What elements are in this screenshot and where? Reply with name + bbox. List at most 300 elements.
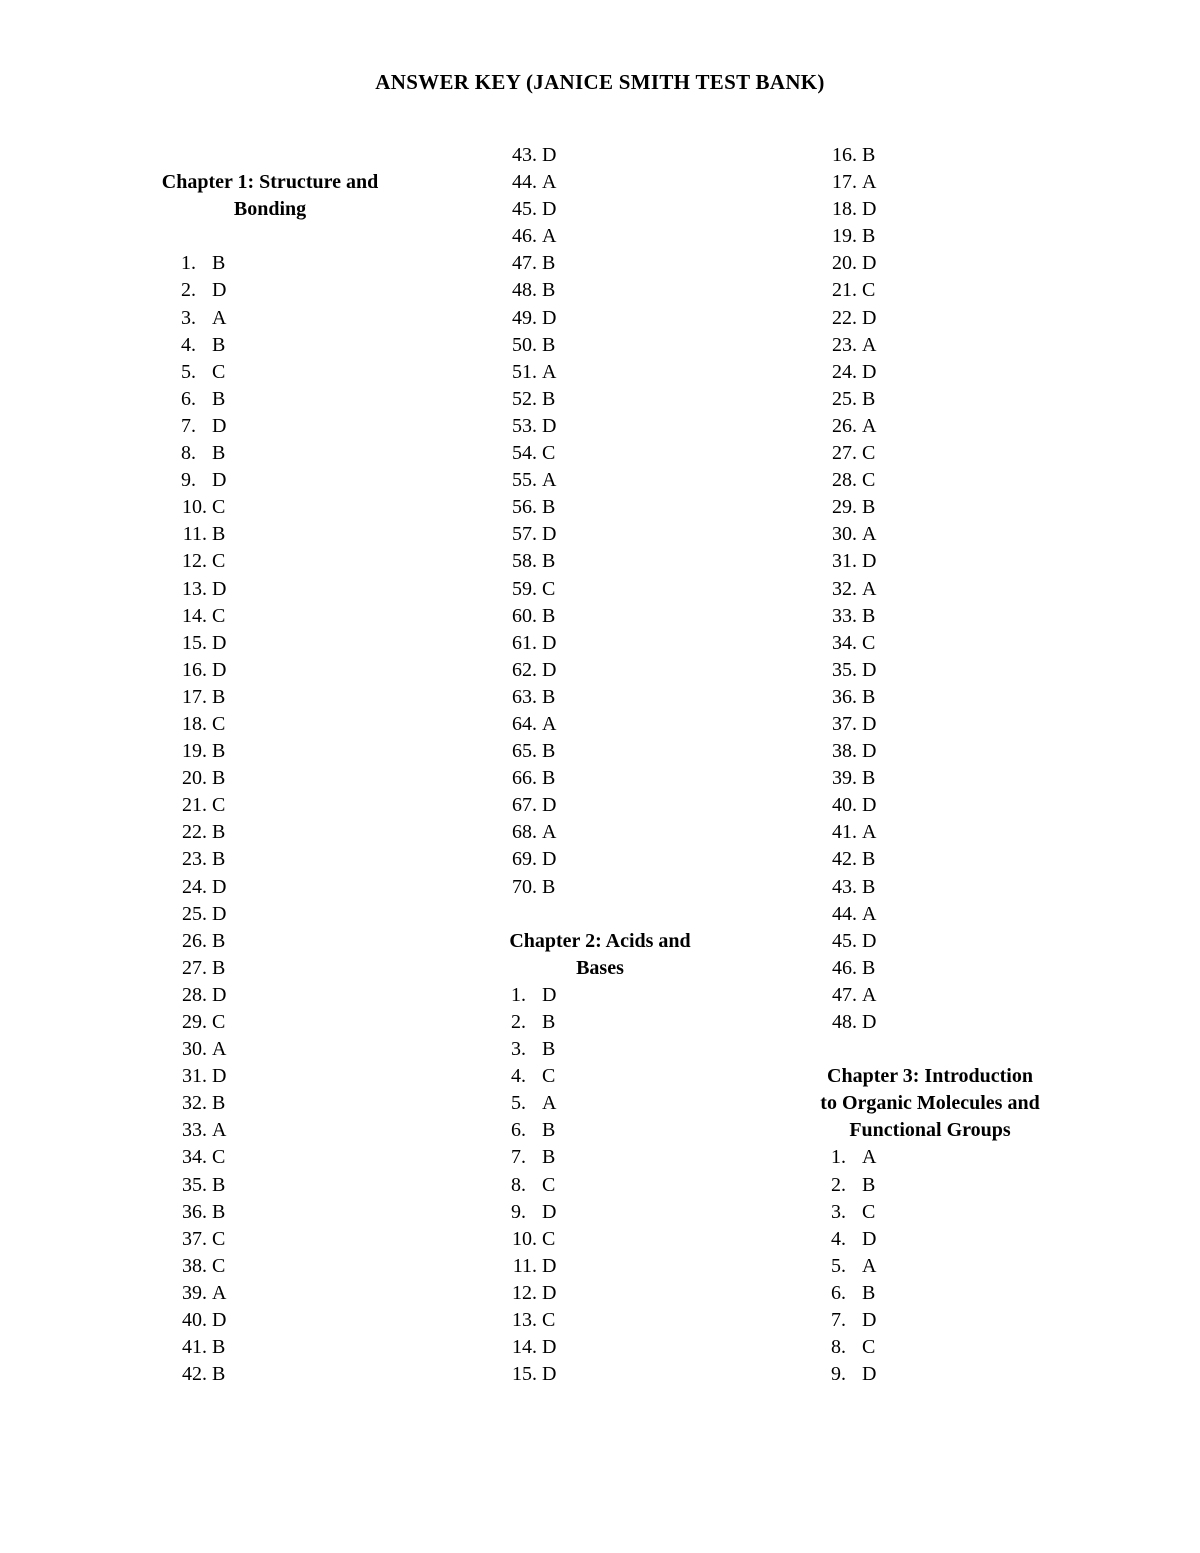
question-number: 22. (832, 306, 857, 329)
answer-letter: B (862, 1173, 876, 1196)
answer-letter: D (542, 658, 557, 681)
answer-row (170, 277, 400, 304)
answer-row (500, 630, 730, 657)
question-number: 42. (832, 848, 857, 871)
question-number: 5. (181, 360, 196, 383)
question-number: 11. (512, 1254, 537, 1277)
question-number: 28. (182, 983, 207, 1006)
answer-row (170, 1226, 400, 1253)
question-number: 37. (832, 712, 857, 735)
answer-letter: D (862, 1309, 877, 1332)
answer-row (820, 1307, 1070, 1334)
answer-letter: B (542, 333, 556, 356)
answer-row (170, 440, 400, 467)
answer-row (820, 792, 1070, 819)
answer-letter: B (542, 279, 556, 302)
question-number: 5. (511, 1092, 526, 1115)
question-number: 17. (832, 171, 857, 194)
answer-letter: D (212, 577, 227, 600)
question-number: 4. (831, 1227, 846, 1250)
answer-row (820, 819, 1070, 846)
answer-row (170, 955, 400, 982)
question-number: 27. (832, 442, 857, 465)
answer-letter: D (542, 1200, 557, 1223)
answer-row (820, 1172, 1070, 1199)
question-number: 19. (832, 225, 857, 248)
answer-row (500, 359, 730, 386)
question-number: 57. (512, 523, 537, 546)
question-number: 21. (182, 794, 207, 817)
answer-row (500, 1253, 730, 1280)
question-number: 38. (832, 740, 857, 763)
answer-letter: C (542, 1173, 556, 1196)
question-number: 23. (832, 333, 857, 356)
answer-letter: D (212, 279, 227, 302)
answer-row (500, 1361, 730, 1388)
question-number: 40. (182, 1309, 207, 1332)
question-number: 41. (182, 1336, 207, 1359)
answer-row (820, 576, 1070, 603)
answer-row (170, 1144, 400, 1171)
question-number: 26. (832, 414, 857, 437)
answer-letter: C (212, 604, 226, 627)
answer-letter: A (862, 523, 877, 546)
question-number: 12. (512, 1281, 537, 1304)
question-number: 9. (511, 1200, 526, 1223)
answer-row (500, 1334, 730, 1361)
question-number: 47. (832, 983, 857, 1006)
answer-letter: D (212, 631, 227, 654)
answer-row (820, 223, 1070, 250)
answer-row (170, 874, 400, 901)
answer-letter: A (862, 171, 877, 194)
answer-row (170, 250, 400, 277)
answer-row (170, 901, 400, 928)
question-number: 36. (832, 685, 857, 708)
answer-letter: D (862, 712, 877, 735)
answer-letter: B (212, 442, 226, 465)
answer-row (820, 1334, 1070, 1361)
answer-row (170, 494, 400, 521)
answer-letter: A (542, 171, 557, 194)
question-number: 5. (831, 1254, 846, 1277)
answer-row (500, 982, 730, 1009)
answer-row (820, 846, 1070, 873)
answer-row (820, 1253, 1070, 1280)
answer-letter: C (212, 1227, 226, 1250)
answer-letter: D (212, 469, 227, 492)
answer-row (500, 603, 730, 630)
question-number: 63. (512, 685, 537, 708)
answer-letter: B (542, 1119, 556, 1142)
question-number: 65. (512, 740, 537, 763)
question-number: 70. (512, 875, 537, 898)
answer-letter: B (542, 496, 556, 519)
answer-letter: D (862, 658, 877, 681)
answer-row (820, 1226, 1070, 1253)
answer-row (820, 250, 1070, 277)
answer-letter: D (862, 252, 877, 275)
question-number: 3. (831, 1200, 846, 1223)
question-number: 59. (512, 577, 537, 600)
answer-letter: B (542, 387, 556, 410)
answer-row (820, 657, 1070, 684)
answer-letter: B (212, 929, 226, 952)
answer-letter: D (212, 414, 227, 437)
answer-letter: B (542, 1146, 556, 1169)
answer-letter: B (542, 604, 556, 627)
question-number: 39. (182, 1281, 207, 1304)
answer-letter: D (862, 306, 877, 329)
question-number: 10. (182, 496, 207, 519)
answer-letter: D (862, 794, 877, 817)
answer-letter: B (212, 1092, 226, 1115)
answer-letter: B (212, 523, 226, 546)
answer-letter: D (542, 1363, 557, 1386)
answer-row (820, 1361, 1070, 1388)
question-number: 16. (832, 144, 857, 166)
question-number: 13. (182, 577, 207, 600)
answer-letter: B (862, 767, 876, 790)
spacer (790, 1036, 1070, 1063)
answer-row (500, 1117, 730, 1144)
answer-row (820, 1280, 1070, 1307)
answer-row (820, 359, 1070, 386)
chapter-heading-line: Chapter 3: Introduction (827, 1065, 1033, 1088)
answer-row (820, 467, 1070, 494)
answer-row (500, 846, 730, 873)
answer-letter: A (542, 821, 557, 844)
answer-row (170, 928, 400, 955)
answer-row (820, 386, 1070, 413)
answer-letter: C (212, 794, 226, 817)
question-number: 12. (182, 550, 207, 573)
question-number: 48. (832, 1011, 857, 1033)
answer-letter: D (862, 740, 877, 763)
answer-letter: C (862, 469, 876, 492)
question-number: 37. (182, 1227, 207, 1250)
question-number: 44. (512, 171, 537, 194)
answer-row (820, 277, 1070, 304)
question-number: 1. (831, 1146, 846, 1169)
answer-letter: D (212, 983, 227, 1006)
question-number: 30. (182, 1038, 207, 1061)
answer-letter: A (542, 1092, 557, 1115)
answer-letter: A (542, 360, 557, 383)
question-number: 4. (181, 333, 196, 356)
answer-row (170, 1334, 400, 1361)
answer-letter: B (862, 848, 876, 871)
chapter-heading-line: Bases (576, 956, 624, 979)
spacer (140, 142, 400, 169)
answer-letter: B (212, 1363, 226, 1386)
question-number: 61. (512, 631, 537, 654)
answer-letter: A (862, 902, 877, 925)
answer-row (170, 738, 400, 765)
answer-letter: C (542, 1065, 556, 1088)
answer-letter: D (862, 929, 877, 952)
answer-letter: C (212, 1146, 226, 1169)
answer-letter: B (542, 875, 556, 898)
question-number: 55. (512, 469, 537, 492)
answer-row (170, 1199, 400, 1226)
answer-letter: B (862, 875, 876, 898)
question-number: 31. (832, 550, 857, 573)
question-number: 30. (832, 523, 857, 546)
answer-letter: D (542, 306, 557, 329)
answer-row (170, 982, 400, 1009)
answer-row (170, 413, 400, 440)
answer-row (820, 169, 1070, 196)
spacer (470, 901, 730, 928)
question-number: 31. (182, 1065, 207, 1088)
answer-letter: A (212, 1038, 227, 1061)
chapter-heading-line: to Organic Molecules and (820, 1092, 1040, 1115)
question-number: 33. (832, 604, 857, 627)
answer-row (170, 1172, 400, 1199)
answer-row (500, 467, 730, 494)
answer-letter: B (212, 685, 226, 708)
question-number: 18. (832, 198, 857, 221)
column-2 (470, 142, 730, 1388)
question-number: 7. (831, 1309, 846, 1332)
answer-row (820, 901, 1070, 928)
answer-row (170, 576, 400, 603)
answer-row (500, 413, 730, 440)
question-number: 45. (512, 198, 537, 221)
answer-row (820, 548, 1070, 575)
answer-row (170, 386, 400, 413)
question-number: 21. (832, 279, 857, 302)
answer-letter: C (212, 550, 226, 573)
answer-row (170, 819, 400, 846)
question-number: 36. (182, 1200, 207, 1223)
question-number: 6. (181, 387, 196, 410)
question-number: 15. (512, 1363, 537, 1386)
answer-row (500, 792, 730, 819)
question-number: 66. (512, 767, 537, 790)
question-number: 4. (511, 1065, 526, 1088)
answer-row (170, 332, 400, 359)
question-number: 42. (182, 1363, 207, 1386)
question-number: 52. (512, 387, 537, 410)
answer-row (170, 548, 400, 575)
answer-row (500, 440, 730, 467)
answer-letter: B (862, 956, 876, 979)
answer-letter: A (862, 577, 877, 600)
answer-letter: C (862, 279, 876, 302)
answer-row (820, 494, 1070, 521)
answer-letter: B (542, 740, 556, 763)
answer-row (170, 630, 400, 657)
answer-row (820, 440, 1070, 467)
answer-letter: B (212, 1200, 226, 1223)
answer-letter: D (542, 144, 557, 166)
answer-letter: A (212, 1119, 227, 1142)
answer-letter: D (862, 198, 877, 221)
answer-row (500, 142, 730, 169)
question-number: 68. (512, 821, 537, 844)
answer-letter: A (862, 821, 877, 844)
answer-row (500, 874, 730, 901)
question-number: 9. (181, 469, 196, 492)
answer-letter: A (862, 1146, 877, 1169)
answer-row (820, 928, 1070, 955)
answer-letter: B (542, 550, 556, 573)
answer-row (500, 1172, 730, 1199)
answer-row (820, 684, 1070, 711)
answer-letter: A (542, 469, 557, 492)
question-number: 53. (512, 414, 537, 437)
answer-letter: B (542, 685, 556, 708)
answer-letter: B (212, 1173, 226, 1196)
answer-row (820, 1199, 1070, 1226)
answer-row (500, 711, 730, 738)
answer-row (170, 305, 400, 332)
answer-row (170, 1307, 400, 1334)
answer-letter: D (862, 360, 877, 383)
question-number: 2. (831, 1173, 846, 1196)
chapter-heading-line: Bonding (233, 198, 307, 221)
answer-letter: B (862, 387, 876, 410)
answer-letter: A (862, 983, 877, 1006)
question-number: 29. (182, 1011, 207, 1033)
answer-letter: C (212, 712, 226, 735)
answer-letter: B (542, 252, 556, 275)
question-number: 11. (182, 523, 207, 546)
answer-letter: D (542, 1281, 557, 1304)
chapter-heading-line: Chapter 2: Acids and (509, 929, 691, 952)
answer-letter: A (212, 306, 227, 329)
answer-letter: D (542, 198, 557, 221)
answer-letter: D (542, 523, 557, 546)
question-number: 69. (512, 848, 537, 871)
answer-letter: C (542, 1227, 556, 1250)
question-number: 19. (182, 740, 207, 763)
answer-letter: B (212, 821, 226, 844)
question-number: 20. (832, 252, 857, 275)
question-number: 17. (182, 685, 207, 708)
answer-row (500, 521, 730, 548)
answer-row (500, 1280, 730, 1307)
answer-letter: C (212, 496, 226, 519)
question-number: 8. (511, 1173, 526, 1196)
answer-letter: C (212, 360, 226, 383)
answer-row (170, 1009, 400, 1036)
answer-row (500, 196, 730, 223)
answer-letter: B (212, 333, 226, 356)
question-number: 34. (832, 631, 857, 654)
question-number: 39. (832, 767, 857, 790)
answer-row (820, 332, 1070, 359)
question-number: 8. (181, 442, 196, 465)
answer-row (170, 711, 400, 738)
question-number: 24. (182, 875, 207, 898)
answer-row (820, 765, 1070, 792)
answer-row (500, 1199, 730, 1226)
question-number: 3. (181, 306, 196, 329)
answer-row (820, 1144, 1070, 1171)
answer-row (500, 819, 730, 846)
answer-row (500, 332, 730, 359)
answer-letter: D (862, 1011, 877, 1033)
spacer (140, 223, 400, 250)
answer-letter: B (862, 496, 876, 519)
answer-row (820, 874, 1070, 901)
answer-letter: D (542, 1336, 557, 1359)
answer-letter: B (862, 604, 876, 627)
question-number: 26. (182, 929, 207, 952)
answer-letter: C (862, 631, 876, 654)
answer-letter: C (212, 1011, 226, 1033)
answer-letter: D (542, 983, 557, 1006)
answer-letter: D (862, 1227, 877, 1250)
question-number: 45. (832, 929, 857, 952)
question-number: 22. (182, 821, 207, 844)
question-number: 41. (832, 821, 857, 844)
answer-letter: D (212, 902, 227, 925)
page-title: ANSWER KEY (JANICE SMITH TEST BANK) (375, 70, 825, 94)
question-number: 56. (512, 496, 537, 519)
answer-letter: B (862, 225, 876, 248)
question-number: 28. (832, 469, 857, 492)
answer-row (500, 1036, 730, 1063)
answer-letter: B (542, 1011, 556, 1033)
answer-row (500, 576, 730, 603)
answer-row (170, 359, 400, 386)
question-number: 38. (182, 1254, 207, 1277)
question-number: 58. (512, 550, 537, 573)
answer-row (500, 1307, 730, 1334)
answer-row (170, 657, 400, 684)
answer-row (820, 738, 1070, 765)
answer-row (820, 142, 1070, 169)
answer-row (500, 305, 730, 332)
answer-letter: C (862, 442, 876, 465)
question-number: 8. (831, 1336, 846, 1359)
question-number: 27. (182, 956, 207, 979)
answer-letter: D (212, 1309, 227, 1332)
answer-letter: B (542, 1038, 556, 1061)
question-number: 35. (832, 658, 857, 681)
question-number: 46. (512, 225, 537, 248)
answer-letter: C (542, 1309, 556, 1332)
answer-letter: C (862, 1336, 876, 1359)
answer-row (170, 792, 400, 819)
question-number: 16. (182, 658, 207, 681)
answer-letter: D (542, 631, 557, 654)
answer-row (170, 846, 400, 873)
question-number: 32. (832, 577, 857, 600)
answer-letter: A (862, 414, 877, 437)
answer-letter: B (212, 1336, 226, 1359)
question-number: 49. (512, 306, 537, 329)
answer-row (170, 1280, 400, 1307)
answer-row (500, 1090, 730, 1117)
question-number: 46. (832, 956, 857, 979)
answer-letter: D (542, 1254, 557, 1277)
answer-letter: B (862, 144, 876, 166)
answer-letter: B (212, 956, 226, 979)
question-number: 6. (511, 1119, 526, 1142)
answer-letter: B (862, 685, 876, 708)
question-number: 25. (832, 387, 857, 410)
answer-row (820, 196, 1070, 223)
answer-row (820, 982, 1070, 1009)
answer-row (500, 1226, 730, 1253)
question-number: 7. (181, 414, 196, 437)
question-number: 60. (512, 604, 537, 627)
